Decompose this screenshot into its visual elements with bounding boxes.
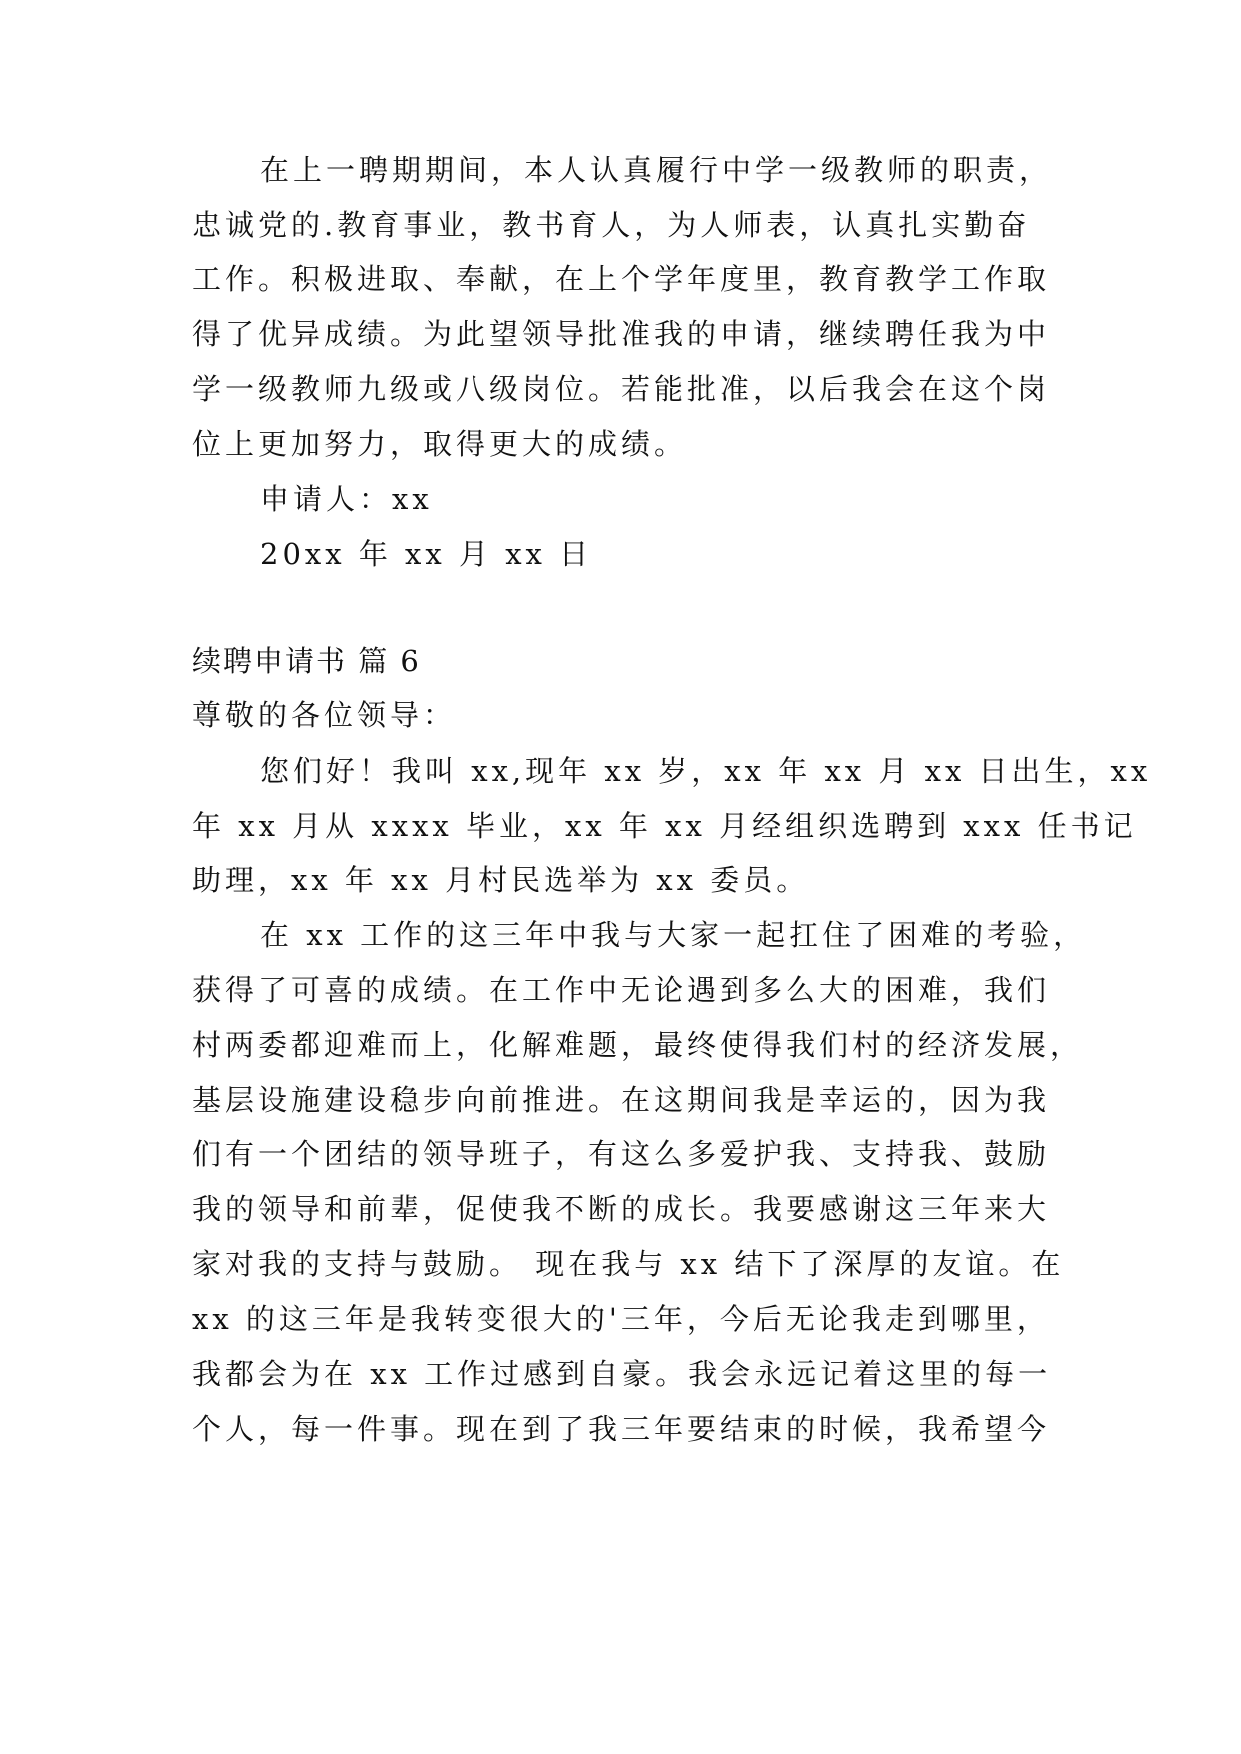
paragraph-3-line-7: 家对我的支持与鼓励。 现在我与 xx 结下了深厚的友谊。在 bbox=[192, 1247, 1065, 1281]
section-title: 续聘申请书 篇 6 bbox=[192, 644, 421, 678]
paragraph-3-line-10: 个人，每一件事。现在到了我三年要结束的时候，我希望今 bbox=[192, 1412, 1051, 1446]
paragraph-1-line-6: 位上更加努力，取得更大的成绩。 bbox=[192, 427, 688, 461]
paragraph-1-line-1: 在上一聘期期间，本人认真履行中学一级教师的职责， bbox=[260, 153, 1053, 187]
paragraph-3-line-2: 获得了可喜的成绩。在工作中无论遇到多么大的困难，我们 bbox=[192, 973, 1051, 1007]
paragraph-3-line-1: 在 xx 工作的这三年中我与大家一起扛住了困难的考验， bbox=[260, 918, 1087, 952]
paragraph-2-line-2: 年 xx 月从 xxxx 毕业，xx 年 xx 月经组织选聘到 xxx 任书记 bbox=[192, 809, 1137, 843]
paragraph-2-line-1: 您们好！我叫 xx,现年 xx 岁，xx 年 xx 月 xx 日出生，xx bbox=[260, 754, 1152, 788]
applicant-line: 申请人：xx bbox=[260, 482, 433, 516]
paragraph-3-line-4: 基层设施建设稳步向前推进。在这期间我是幸运的，因为我 bbox=[192, 1083, 1051, 1117]
paragraph-1-line-3: 工作。积极进取、奉献，在上个学年度里，教育教学工作取 bbox=[192, 262, 1051, 296]
paragraph-1-line-4: 得了优异成绩。为此望领导批准我的申请，继续聘任我为中 bbox=[192, 317, 1051, 351]
paragraph-3-line-5: 们有一个团结的领导班子，有这么多爱护我、支持我、鼓励 bbox=[192, 1137, 1051, 1171]
paragraph-1-line-5: 学一级教师九级或八级岗位。若能批准，以后我会在这个岗 bbox=[192, 372, 1051, 406]
date-line: 20xx 年 xx 月 xx 日 bbox=[260, 537, 593, 571]
paragraph-3-line-6: 我的领导和前辈，促使我不断的成长。我要感谢这三年来大 bbox=[192, 1192, 1051, 1226]
paragraph-1-line-2: 忠诚党的.教育事业，教书育人，为人师表，认真扎实勤奋 bbox=[192, 208, 1031, 242]
paragraph-2-line-3: 助理，xx 年 xx 月村民选举为 xx 委员。 bbox=[192, 863, 810, 897]
paragraph-3-line-9: 我都会为在 xx 工作过感到自豪。我会永远记着这里的每一 bbox=[192, 1357, 1052, 1391]
paragraph-3-line-8: xx 的这三年是我转变很大的'三年，今后无论我走到哪里， bbox=[192, 1302, 1050, 1336]
paragraph-3-line-3: 村两委都迎难而上，化解难题，最终使得我们村的经济发展， bbox=[192, 1028, 1084, 1062]
salutation: 尊敬的各位领导： bbox=[192, 698, 457, 732]
